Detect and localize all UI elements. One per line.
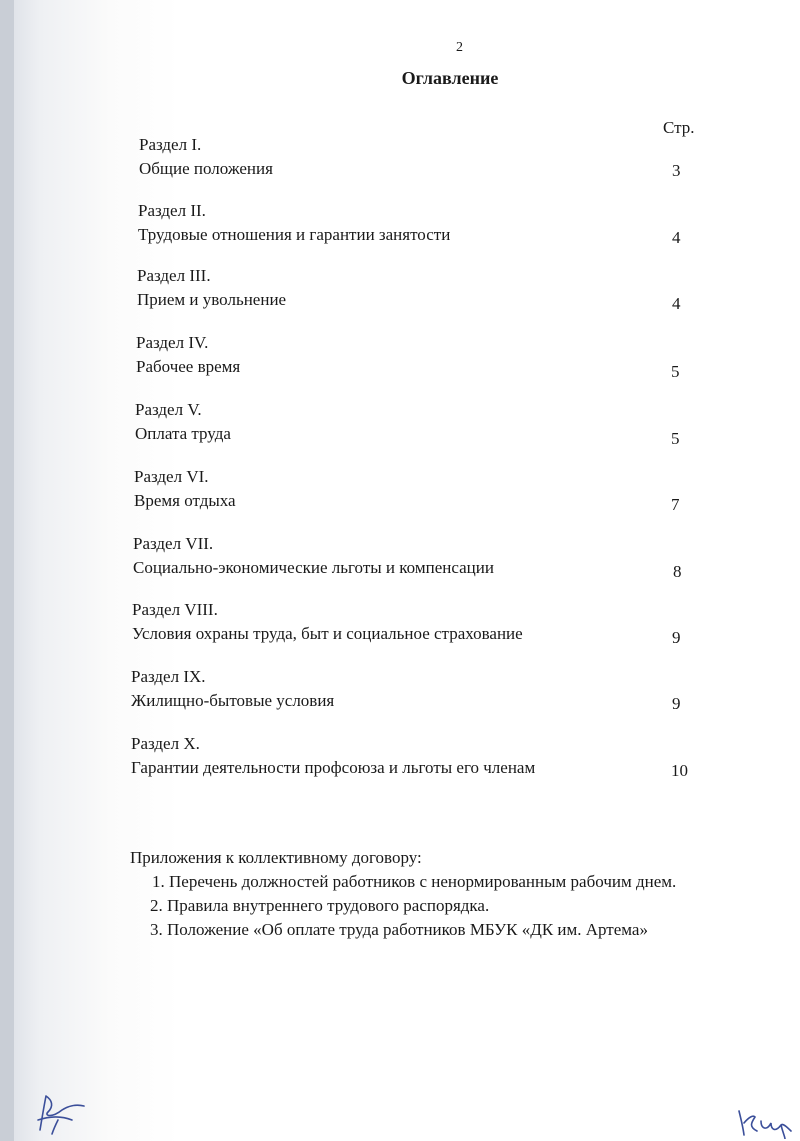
signature-left-mark: [32, 1090, 92, 1138]
toc-section: [135, 398, 231, 446]
appendix-item: 1. Перечень должностей работников с ненормированным рабочим днем.: [152, 872, 677, 891]
section-name: Время отдыха: [134, 491, 236, 510]
section-name: Трудовые отношения и гарантии занятости: [138, 225, 451, 244]
section-page: 5: [671, 429, 680, 448]
section-page: 3: [672, 161, 681, 180]
appendix-item: 2. Правила внутреннего трудового распорядка.: [150, 896, 490, 915]
toc-section: [136, 331, 240, 379]
section-name: Гарантии деятельности профсоюза и льготы его членам: [131, 758, 536, 777]
appendix-block: [130, 846, 676, 942]
section-page: 7: [671, 495, 680, 514]
toc-section: [133, 532, 494, 580]
section-title: Раздел IV.: [136, 333, 209, 352]
section-title: Раздел VI.: [134, 467, 209, 486]
toc-section: [137, 264, 286, 312]
toc-title: Оглавление: [401, 68, 499, 88]
appendix-list: [130, 870, 676, 942]
scan-edge: [0, 0, 14, 1141]
section-name: Оплата труда: [135, 424, 231, 443]
section-name: Общие положения: [139, 159, 273, 178]
toc-section: [132, 598, 523, 646]
section-name: Прием и увольнение: [137, 290, 287, 309]
section-title: Раздел IX.: [131, 667, 206, 686]
toc-section: [131, 665, 334, 713]
appendix-heading: Приложения к коллективному договору:: [130, 848, 422, 867]
section-page: 9: [672, 694, 681, 713]
section-title: Раздел II.: [138, 201, 206, 220]
section-title: Раздел III.: [137, 266, 211, 285]
toc-section: [139, 133, 273, 181]
toc-section: [131, 732, 535, 780]
section-name: Условия охраны труда, быт и социальное страхование: [132, 624, 523, 643]
section-page: 9: [672, 628, 681, 647]
toc-section: [134, 465, 236, 513]
section-name: Жилищно-бытовые условия: [131, 691, 335, 710]
section-name: Рабочее время: [136, 357, 241, 376]
section-page: 8: [673, 562, 682, 581]
section-title: Раздел I.: [139, 135, 202, 154]
section-title: Раздел X.: [131, 734, 200, 753]
section-page: 4: [672, 228, 681, 247]
toc-section: [138, 199, 450, 247]
section-title: Раздел V.: [135, 400, 202, 419]
page-number: 2: [456, 40, 463, 55]
section-page: 10: [671, 761, 688, 780]
page-column-header: Стр.: [663, 118, 695, 137]
appendix-item: 3. Положение «Об оплате труда работников МБУК «ДК им. Артема»: [150, 920, 648, 939]
section-name: Социально-экономические льготы и компенсации: [133, 558, 494, 577]
section-page: 4: [672, 294, 681, 313]
section-title: Раздел VII.: [133, 534, 214, 553]
section-title: Раздел VIII.: [132, 600, 218, 619]
section-page: 5: [671, 362, 680, 381]
signature-right-mark: [735, 1105, 795, 1139]
